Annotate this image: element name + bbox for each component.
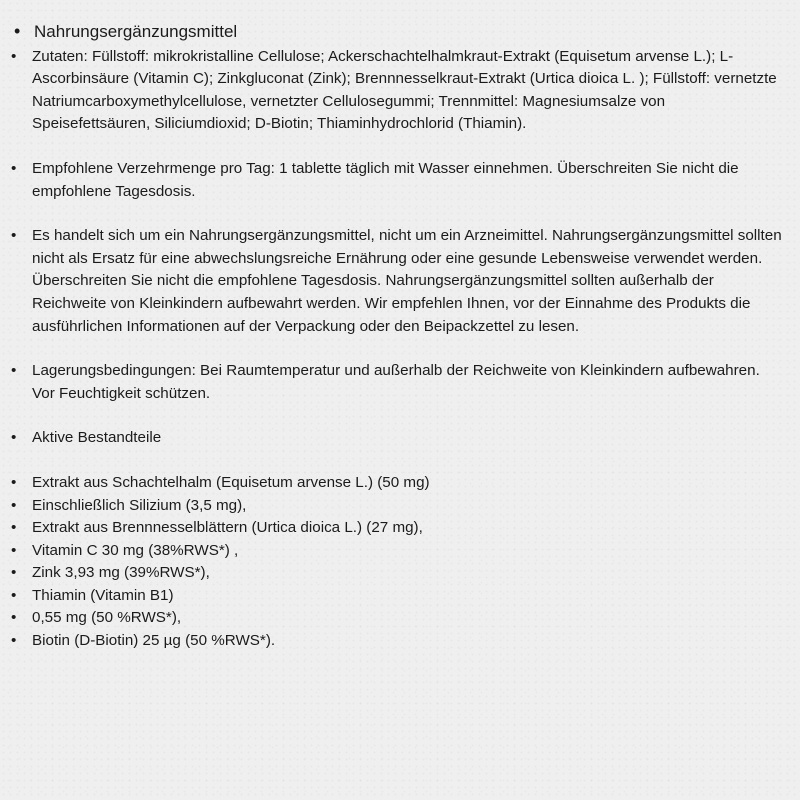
bullet: •	[11, 429, 17, 447]
active-ingredients-list	[10, 472, 790, 653]
dosage-text: Empfohlene Verzehrmenge pro Tag: 1 tablette täglich mit Wasser einnehmen. Überschreiten Sie nicht die empfohlene Tagesdosis.	[32, 159, 739, 200]
notice-text: Es handelt sich um ein Nahrungsergänzungsmittel, nicht um ein Arzneimittel. Nahrungsergänzungsmittel sollten nicht als Ersatz für eine abwechslungsreiche Ernährung oder eine gesunde Lebensweise verwendet werden. Überschreiten Sie nicht die empfohlene Tagesdosis. Nahrungsergänzungsmittel sollten außerhalb der Reichweite von Kleinkindern aufbewahrt werden. Wir empfehlen Ihnen, vor der Einnahme des Produkts die ausführlichen Informationen auf der Verpackung oder den Beipackzettel zu lesen.	[32, 227, 782, 335]
ingredient-text: Zink 3,93 mg (39%RWS*),	[32, 564, 210, 582]
list-item-verzehr	[10, 158, 790, 203]
spacer	[10, 338, 790, 360]
list-item	[10, 540, 790, 563]
page-title: Nahrungsergänzungsmittel	[34, 22, 238, 41]
list-item-aktive-heading	[10, 427, 790, 450]
info-list	[10, 158, 790, 203]
info-list	[10, 46, 790, 136]
ingredient-text: 0,55 mg (50 %RWS*),	[32, 609, 182, 627]
bullet: •	[11, 159, 17, 177]
info-list	[10, 427, 790, 450]
bullet: •	[11, 519, 17, 537]
ingredient-text: Vitamin C 30 mg (38%RWS*) ,	[32, 541, 239, 559]
list-item	[10, 585, 790, 608]
bullet: •	[11, 541, 17, 559]
ingredient-text: Thiamin (Vitamin B1)	[32, 586, 174, 604]
bullet: •	[11, 609, 17, 627]
list-item	[10, 517, 790, 540]
ingredient-text: Extrakt aus Brennnesselblättern (Urtica dioica L.) (27 mg),	[32, 519, 423, 537]
info-list	[10, 360, 790, 405]
ingredient-text: Biotin (D-Biotin) 25 µg (50 %RWS*).	[32, 632, 276, 650]
bullet: •	[14, 21, 21, 41]
spacer	[10, 203, 790, 225]
bullet: •	[11, 47, 17, 65]
ingredient-text: Einschließlich Silizium (3,5 mg),	[32, 496, 247, 514]
bullet: •	[11, 586, 17, 604]
info-list	[10, 225, 790, 338]
storage-text: Lagerungsbedingungen: Bei Raumtemperatur und außerhalb der Reichweite von Kleinkindern aufbewahren. Vor Feuchtigkeit schützen.	[32, 362, 760, 402]
title-row	[10, 20, 790, 44]
bullet: •	[11, 564, 17, 582]
spacer	[10, 136, 790, 158]
bullet: •	[11, 362, 17, 380]
bullet: •	[11, 473, 17, 491]
ingredient-text: Extrakt aus Schachtelhalm (Equisetum arvense L.) (50 mg)	[32, 473, 430, 491]
list-item-zutaten	[10, 46, 790, 136]
list-item	[10, 495, 790, 518]
list-item-lagerung	[10, 360, 790, 405]
bullet: •	[11, 227, 17, 245]
spacer	[10, 405, 790, 427]
list-item	[10, 562, 790, 585]
list-item	[10, 472, 790, 495]
spacer	[10, 450, 790, 472]
list-item	[10, 630, 790, 653]
active-ingredients-heading: Aktive Bestandteile	[32, 429, 162, 447]
bullet: •	[11, 632, 17, 650]
list-item	[10, 607, 790, 630]
ingredients-text: Zutaten: Füllstoff: mikrokristalline Cellulose; Ackerschachtelhalmkraut-Extrakt (Equisetum arvense L.); L-Ascorbinsäure (Vitamin C); Zinkgluconat (Zink); Brennnesselkraut-Extrakt (Urtica dioica L. ); Füllstoff: vernetzte Natriumcarboxymethylcellulose, vernetzter Cellulosegummi; Trennmittel: Magnesiumsalze von Speisefettsäuren, Siliciumdioxid; D-Biotin; Thiaminhydrochlorid (Thiamin).	[32, 47, 777, 133]
bullet: •	[11, 496, 17, 514]
list-item-hinweis	[10, 225, 790, 338]
